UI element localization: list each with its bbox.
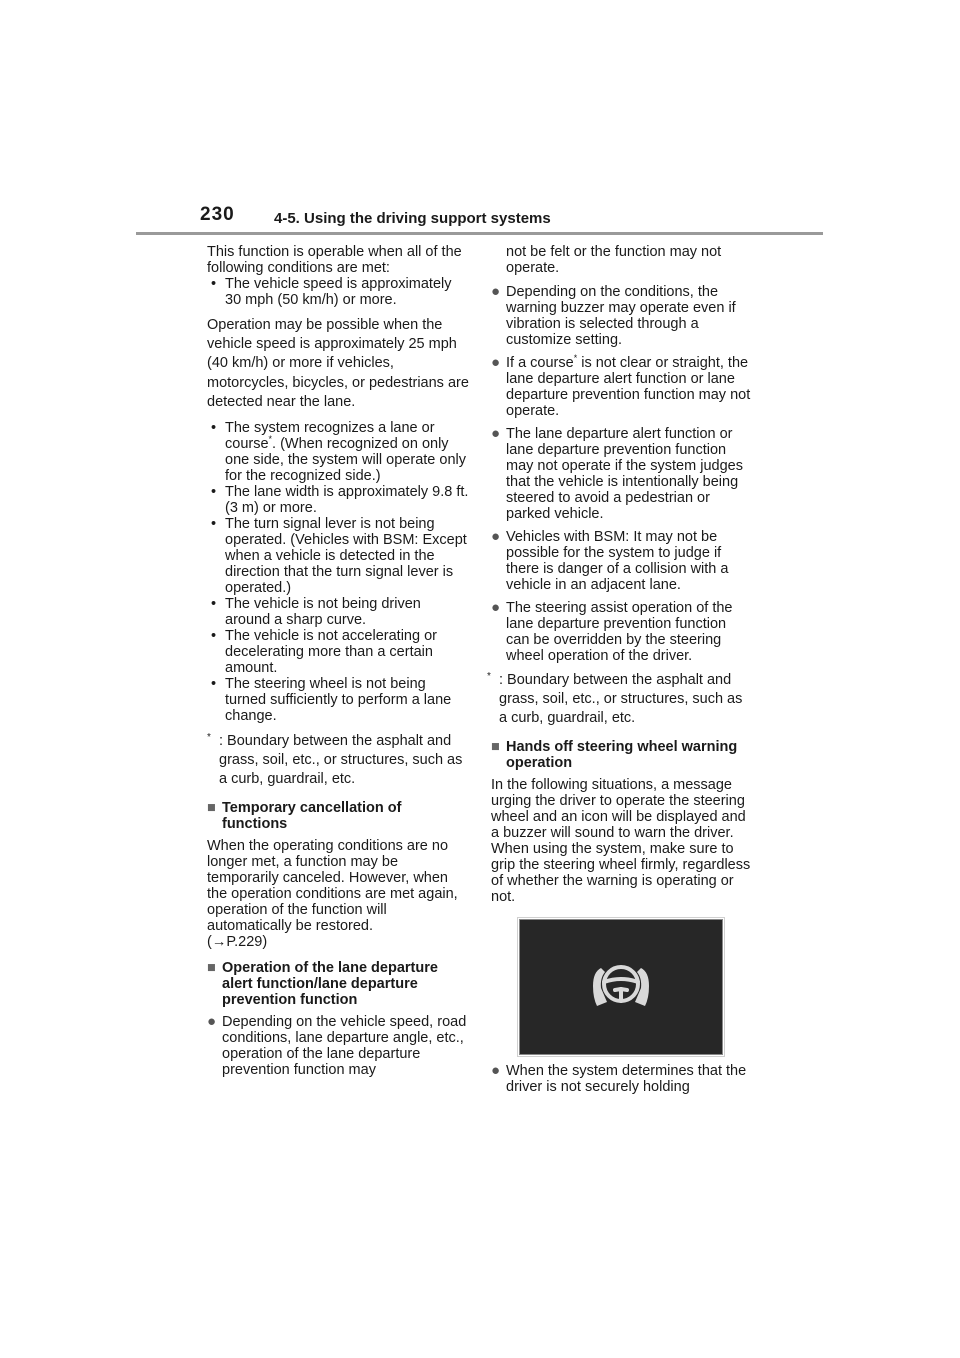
circle-bullet-icon: ●: [491, 1061, 501, 1079]
conditions-list: [207, 420, 469, 724]
square-bullet-icon: ■: [207, 799, 216, 816]
page-number: 230: [200, 204, 235, 225]
footnote-star: *: [487, 671, 491, 682]
hands-off-text: In the following situations, a message urging the driver to operate the steering wheel and an icon will be displayed and a buzzer will sound to warn the driver. When using the system, make sure to grip the steering wheel firmly, regardless of whether the warning is operating or not.: [491, 776, 751, 905]
list-item: ● The lane departure alert function or lane departure prevention function may not operate if the system judges that the vehicle is intentionally being steered to avoid a pedestrian or parked vehicle.: [491, 425, 743, 522]
list-item: • The turn signal lever is not being operated. (Vehicles with BSM: Except when a vehicle is detected in the direction that the turn signal lever is operated.): [207, 516, 469, 596]
operation-note: Operation may be possible when the vehicle speed is approximately 25 mph (40 km/h) or more if vehicles, motorcycles, bicycles, or pedestrians are detected near the lane.: [207, 317, 469, 410]
section-title: 4-5. Using the driving support systems: [274, 210, 551, 227]
circle-bullet-icon: ●: [491, 599, 501, 616]
list-item: ● If a course* is not clear or straight, the lane departure alert function or lane departure prevention function may not operate.: [491, 353, 751, 419]
header-rule: [136, 232, 823, 235]
list-item: ● When the system determines that the driver is not securely holding: [491, 1061, 747, 1095]
list-item: • The vehicle speed is approximately 30 mph (50 km/h) or more.: [207, 276, 469, 308]
list-item: ● Depending on the conditions, the warning buzzer may operate even if vibration is selected through a customize setting.: [491, 283, 736, 348]
temp-cancel-heading: ■ Temporary cancellation of functions: [207, 799, 402, 832]
list-item: ● Vehicles with BSM: It may not be possible for the system to judge if there is danger of a collision with a vehicle in an adjacent lane.: [491, 528, 729, 593]
list-item: ● The steering assist operation of the lane departure prevention function can be overridden by the steering wheel operation of the driver.: [491, 599, 733, 664]
list-item: • The vehicle is not being driven around a sharp curve.: [207, 596, 469, 628]
hands-off-warning-image: [519, 919, 723, 1055]
list-item: • The vehicle is not accelerating or decelerating more than a certain amount.: [207, 628, 469, 676]
continuation-text: not be felt or the function may not operate.: [506, 244, 722, 276]
operation-heading: ■ Operation of the lane departure alert function/lane departure prevention function: [207, 959, 438, 1008]
page-reference-link[interactable]: (→P.229): [207, 933, 268, 950]
footnote: * : Boundary between the asphalt and grass, soil, etc., or structures, such as a curb, guardrail, etc.: [207, 732, 469, 790]
square-bullet-icon: ■: [491, 738, 500, 755]
list-item: • The steering wheel is not being turned sufficiently to perform a lane change.: [207, 676, 469, 724]
temp-cancel-text: When the operating conditions are no longer met, a function may be temporarily canceled. However, when the operation conditions are met again, operation of the function will automatically be restored. (→P.229): [207, 837, 458, 950]
circle-bullet-icon: ●: [491, 528, 501, 545]
square-bullet-icon: ■: [207, 959, 216, 976]
circle-bullet-icon: ●: [491, 425, 501, 442]
list-item: • The lane width is approximately 9.8 ft. (3 m) or more.: [207, 484, 469, 516]
footnote: * : Boundary between the asphalt and grass, soil, etc., or structures, such as a curb, guardrail, etc.: [487, 671, 753, 729]
page-header: [200, 204, 840, 234]
circle-bullet-icon: ●: [491, 283, 501, 300]
footnote-mark: *: [268, 434, 273, 445]
footnote-mark: *: [573, 353, 578, 364]
intro-text: This function is operable when all of the following conditions are met:: [207, 244, 462, 276]
speed-condition-list: [207, 276, 469, 308]
right-column: [487, 244, 753, 1102]
footnote-star: *: [207, 732, 211, 744]
left-column: [207, 244, 469, 1085]
hands-off-heading: ■ Hands off steering wheel warning operation: [491, 738, 738, 771]
hands-on-steering-wheel-icon: [591, 956, 651, 1016]
circle-bullet-icon: ●: [207, 1012, 217, 1030]
list-item: • The system recognizes a lane or course*. (When recognized on only one side, the system will operate only for the recognized side.): [207, 420, 469, 484]
circle-bullet-icon: ●: [491, 354, 501, 371]
list-item: ● Depending on the vehicle speed, road conditions, lane departure angle, etc., operation of the lane departure prevention function may: [207, 1012, 467, 1078]
